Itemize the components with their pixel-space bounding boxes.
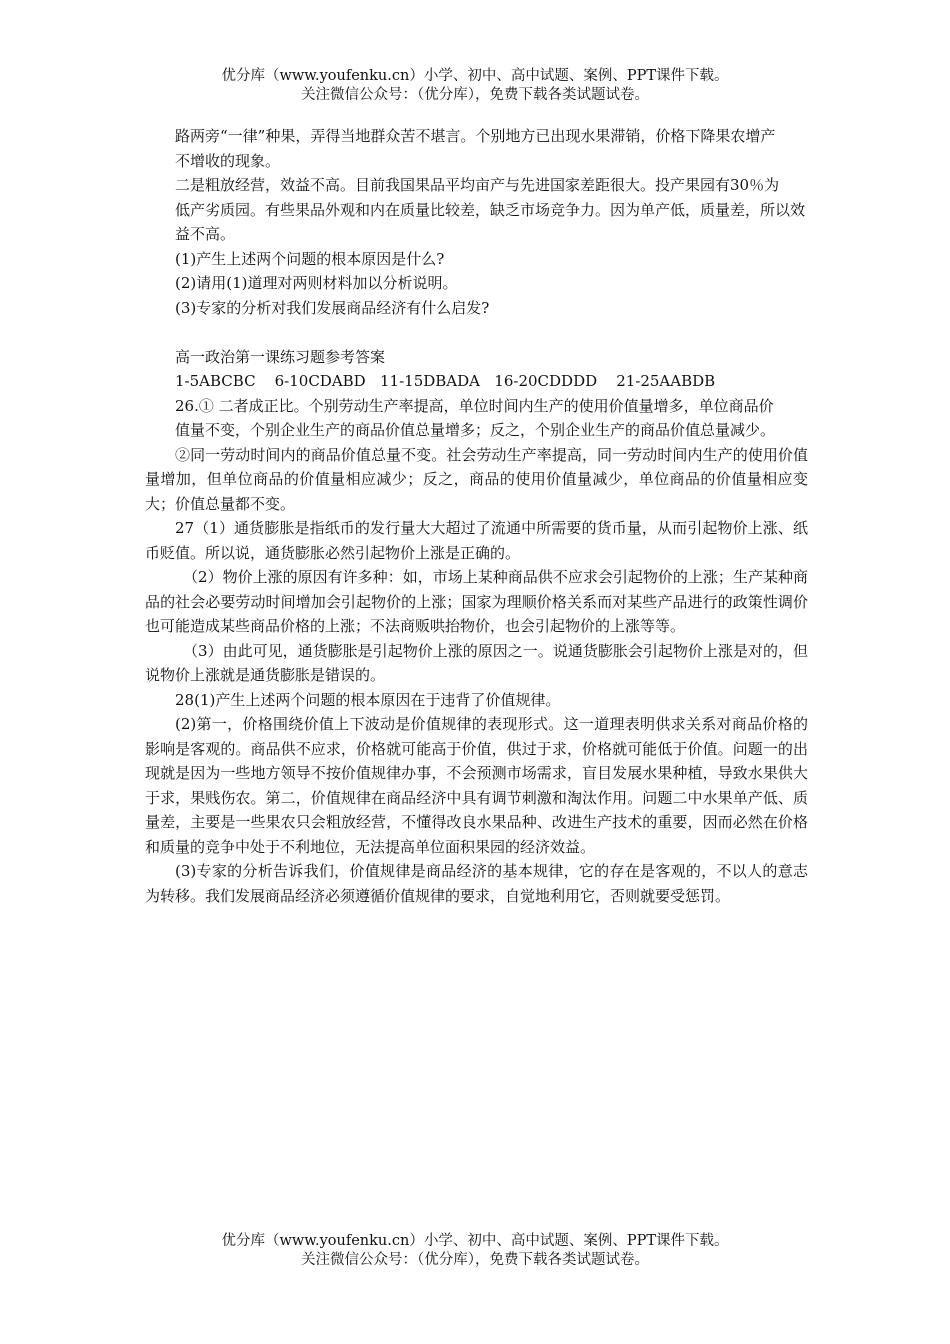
material-line: 益不高。 <box>175 225 236 243</box>
answer-27-part-3: （3）由此可见，通货膨胀是引起物价上涨的原因之一。说通货膨胀会引起物价上涨是对的，但说物价上涨就是通货膨胀是错误的。 <box>145 641 808 684</box>
answer-28-part-2: (2)第一，价格围绕价值上下波动是价值规律的表现形式。这一道理表明供求关系对商品价格的影响是客观的。商品供不应求，价格就可能高于价值，供过于求，价格就可能低于价值。问题一的出现就是因为一些地方领导不按价值规律办事，不会预测市场需求，盲目发展水果种植，导致水果供大于求，果贱伤农。第二，价值规律在商品经济中具有调节刺激和淘汰作用。问题二中水果单产低、质量差，主要是一些果农只会粗放经营，不懂得改良水果品种、改进生产技术的重要，因而必然在价格和质量的竞争中处于不利地位，无法提高单位面积果园的经济效益。 <box>145 715 808 856</box>
header-line-2: 关注微信公众号：（优分库），免费下载各类试题试卷。 <box>301 87 649 103</box>
choice-answers: 1-5ABCBC 6-10CDABD 11-15DBADA 16-20CDDDD 21-25AABDB <box>175 372 716 390</box>
answer-27-part-1: 27（1）通货膨胀是指纸币的发行量大大超过了流通中所需要的货币量，从而引起物价上涨、纸币贬值。所以说，通货膨胀必然引起物价上涨是正确的。 <box>145 519 808 562</box>
footer-line-2: 关注微信公众号：（优分库），免费下载各类试题试卷。 <box>301 1252 649 1268</box>
page-header <box>0 67 950 105</box>
answers-title: 高一政治第一课练习题参考答案 <box>175 347 386 366</box>
question-2: (2)请用(1)道理对两则材料加以分析说明。 <box>175 274 458 292</box>
material-line: 路两旁“一律”种果，弄得当地群众苦不堪言。个别地方已出现水果滞销，价格下降果农增产 <box>175 127 776 145</box>
question-3: (3)专家的分析对我们发展商品经济有什么启发? <box>175 298 490 317</box>
answer-26-part-3: ②同一劳动时间内的商品价值总量不变。社会劳动生产率提高，同一劳动时间内生产的使用价值量增加，但单位商品的价值量相应减少；反之，商品的使用价值量减少，单位商品的价值量相应变大；价值总量都不变。 <box>145 445 808 513</box>
answer-26-part-2: 值量不变，个别企业生产的商品价值总量增多；反之，个别企业生产的商品价值总量减少。 <box>175 421 776 439</box>
material-line: 低产劣质园。有些果品外观和内在质量比较差，缺乏市场竞争力。因为单产低，质量差，所以效 <box>175 200 806 219</box>
question-1: (1)产生上述两个问题的根本原因是什么? <box>175 249 445 268</box>
header-line-1: 优分库（www.youfenku.cn）小学、初中、高中试题、案例、PPT课件下载。 <box>221 68 729 84</box>
answer-26-part-1: 26.① 二者成正比。个别劳动生产率提高，单位时间内生产的使用价值量增多，单位商品价 <box>175 396 774 415</box>
material-line: 不增收的现象。 <box>175 151 281 170</box>
footer-line-1: 优分库（www.youfenku.cn）小学、初中、高中试题、案例、PPT课件下载。 <box>221 1233 729 1249</box>
answer-28-part-1: 28(1)产生上述两个问题的根本原因在于违背了价值规律。 <box>175 690 561 709</box>
answer-27-part-2: （2）物价上涨的原因有许多种：如，市场上某种商品供不应求会引起物价的上涨；生产某种商品的社会必要劳动时间增加会引起物价的上涨；国家为理顺价格关系而对某些产品进行的政策性调价也可能造成某些商品价格的上涨；不法商贩哄抬物价，也会引起物价的上涨等等。 <box>145 568 808 635</box>
page-footer <box>0 1232 950 1270</box>
material-line: 二是粗放经营，效益不高。目前我国果品平均亩产与先进国家差距很大。投产果园有30％为 <box>175 176 780 194</box>
answer-28-part-3: (3)专家的分析告诉我们，价值规律是商品经济的基本规律，它的存在是客观的，不以人的意志为转移。我们发展商品经济必须遵循价值规律的要求，自觉地利用它，否则就要受惩罚。 <box>145 862 808 905</box>
spacer <box>145 320 808 345</box>
document-body <box>145 124 808 908</box>
